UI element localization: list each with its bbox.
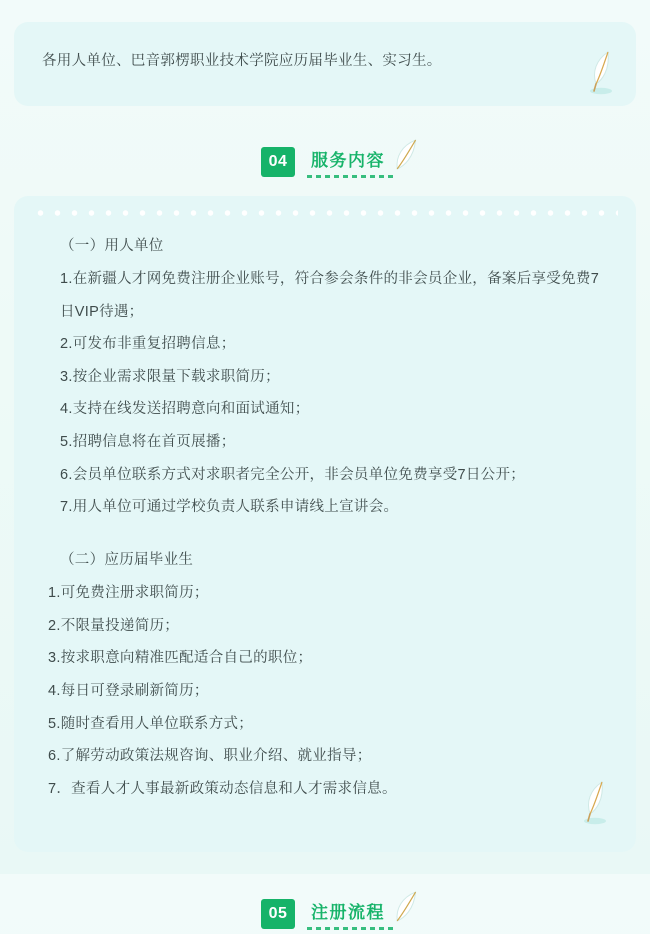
- list-item: 4.支持在线发送招聘意向和面试通知；: [60, 401, 310, 418]
- list-item: 1.在新疆人才网免费注册企业账号，符合参会条件的非会员企业，备案后享受免费7日VIP待遇；: [60, 270, 600, 320]
- service-content-card: [14, 196, 636, 852]
- section-title: 注册流程: [311, 902, 385, 922]
- dotted-divider: [32, 210, 618, 216]
- section-title: 服务内容: [311, 150, 385, 170]
- list-item: 2.不限量投递简历；: [48, 617, 180, 634]
- list-item: 4.每日可登录刷新简历；: [48, 683, 209, 700]
- section-heading-05: [14, 898, 636, 930]
- group-title: （一）用人单位: [60, 237, 164, 254]
- list-item: 7.用人单位可通过学校负责人联系申请线上宣讲会。: [60, 499, 399, 516]
- list-item: 7．查看人才人事最新政策动态信息和人才需求信息。: [48, 780, 397, 797]
- document-page: [0, 22, 650, 922]
- list-item: 3.按求职意向精准匹配适合自己的职位；: [48, 650, 313, 667]
- list-item: 5.招聘信息将在首页展播；: [60, 434, 236, 451]
- section-title-wrap: [307, 898, 389, 930]
- section-title-wrap: [307, 146, 389, 178]
- section-heading-04: [14, 146, 636, 178]
- dashed-underline: [307, 927, 395, 930]
- list-item: 6.会员单位联系方式对求职者完全公开，非会员单位免费享受7日公开；: [60, 466, 526, 483]
- section-number: 04: [261, 147, 295, 177]
- group-spacer: [44, 524, 606, 544]
- list-item: 6.了解劳动政策法规咨询、职业介绍、就业指导；: [48, 748, 372, 765]
- section-number: 05: [261, 899, 295, 929]
- list-item: 1.可免费注册求职简历；: [48, 585, 209, 602]
- list-item: 5.随时查看用人单位联系方式；: [48, 715, 254, 732]
- notice-card: [14, 22, 636, 106]
- list-item: 2.可发布非重复招聘信息；: [60, 336, 236, 353]
- dashed-underline: [307, 175, 395, 178]
- list-item: 3.按企业需求限量下载求职简历；: [60, 368, 280, 385]
- notice-text: 各用人单位、巴音郭楞职业技术学院应历届毕业生、实习生。: [42, 53, 442, 69]
- group-title: （二）应历届毕业生: [60, 551, 194, 568]
